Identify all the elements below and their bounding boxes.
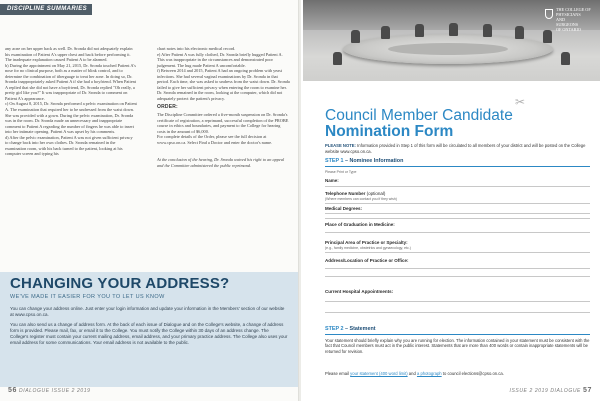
email-instructions: Please email your statement (400 word limit) and a photograph to council elections@cpso.on.ca.	[325, 371, 504, 376]
section-tab: DISCIPLINE SUMMARIES	[0, 4, 92, 15]
paragraph: f) Between 2014 and 2015, Patient A had an ongoing problem with yeast infections. She had several vaginal examinations by Dr. Sronda in that period. Each time, she was asked to undress from the waist down. Dr. Sronda failed to give her sufficient privacy when entering the room to examine her. Dr. Sronda remained in the room, looking at the computer, which did not adequately protect the patient's privacy.	[157, 68, 290, 101]
graduation-label: Place of Graduation in Medicine:	[325, 222, 395, 227]
paragraph: any acne on her upper back as well. Dr. Sronda did not adequately explain his examination of Patient A's upper chest and back before performing it. The inadequate explanation caused Patient A to be alarmed.	[5, 46, 133, 63]
paragraph: For complete details of the Order, please see the full decision at www.cpso.on.ca. Select Find a Doctor and enter the doctor's name.	[157, 134, 273, 145]
address-field-2[interactable]	[325, 276, 590, 277]
step-2-heading: STEP 2 – Statement	[325, 326, 376, 332]
hospital-field-2[interactable]	[325, 312, 590, 313]
specialty-hint: (e.g., family medicine, obstetrics and gynaecology, etc.)	[325, 246, 411, 250]
scissors-icon: ✂	[515, 95, 526, 109]
chair-image	[333, 52, 342, 65]
chair-image	[415, 24, 424, 37]
order-heading: ORDER:	[157, 104, 178, 111]
address-label: Address/Location of Practice or Office:	[325, 258, 409, 263]
chair-image	[381, 26, 390, 39]
page-folio-right	[509, 387, 592, 394]
telephone-label: Telephone Number (optional)	[325, 191, 386, 196]
address-field[interactable]	[325, 268, 590, 269]
chair-image	[483, 24, 492, 37]
telephone-field[interactable]	[325, 203, 590, 204]
step-1-rule	[325, 166, 590, 167]
crest-icon	[545, 9, 553, 19]
appeal-note: At the conclusion of the hearing, Dr. Sronda waived his right to an appeal and the Committee administered the public reprimand.	[157, 157, 285, 168]
degrees-field-2[interactable]	[325, 218, 590, 219]
chair-image	[515, 26, 524, 39]
paragraph: c) On August 8, 2015, Dr. Sronda performed a pelvic examination on Patient A. The examination that required her to be undressed from the waist down. She was provided with a gown. During the pelvic examination, Dr. Sronda was in the room. Dr. Sronda made an unnecessary and inappropriate comment to Patient A regarding the number of fingers he was able to insert into her intimate opening. Patient A was upset by his comments.	[5, 101, 137, 135]
address-change-subtitle: WE'VE MADE IT EASIER FOR YOU TO LET US KNOW	[10, 294, 165, 300]
photograph-link[interactable]: a photograph	[416, 371, 442, 376]
page-folio-left	[8, 387, 91, 394]
degrees-label: Medical Degrees:	[325, 206, 363, 211]
paragraph: The Discipline Committee ordered a five-month suspension on Dr. Sronda's certificate of registration, a reprimand, successful completion of the PROBE course in ethics and boundaries, and payment to the College for hearing costs in the amount of $6,000.	[157, 112, 289, 134]
form-title-bold: Nomination Form	[325, 123, 454, 140]
chair-image	[449, 23, 458, 36]
paragraph: e) After Patient A was fully clothed, Dr. Sronda briefly hugged Patient A. This was inappropriate in the circumstances and demonstrated poor judgement. The hug made Patient A uncomfortable.	[157, 51, 283, 68]
paragraph: d) After the pelvic examination, Patient A was not given sufficient privacy to change back into her own clothes. Dr. Sronda remained in the examination room, with his back turned to the patient, looking at his computer screen and typing his	[5, 134, 133, 157]
telephone-hint: (Where members can contact you if they wish)	[325, 197, 397, 201]
hospital-label: Current Hospital Appointments:	[325, 289, 394, 294]
text-column-2	[157, 46, 290, 168]
statement-link[interactable]: your statement (400 word limit)	[350, 371, 408, 376]
specialty-label: Principal Area of Practice or Specialty:	[325, 240, 408, 245]
council-chamber-photo	[303, 0, 600, 81]
folio-text: ISSUE 2 2019 DIALOGUE	[509, 388, 581, 394]
paragraph: b) During the appointment on May 21, 2015, Dr. Sronda touched Patient A's nose for no clinical purpose, both as a matter of blink control, and to determine the combination of tiberguage to treat her acne. In doing so, Dr. Sronda inappropriately asked Patient A if she had a boyfriend. When Patient A replied that she did not have a boyfriend, Dr. Sronda replied "Oh really, a pretty girl like you?" It was inappropriate of Dr. Sronda to comment on Patient A's appearance.	[5, 62, 136, 101]
address-change-title: CHANGING YOUR ADDRESS?	[10, 275, 230, 292]
hospital-field[interactable]	[325, 301, 590, 302]
statement-instructions: Your statement should briefly explain why you are running for election. The information contained in your statement must be consistent with the fact that Council members must act in the public interest. Statements that are more than 400 words or contain inappropriate statements will be returned for revision.	[325, 338, 590, 354]
address-change-text: You can change your address online. Just enter your login information and update your information in the Members' section of our website at www.cpso.on.ca.	[10, 306, 285, 318]
name-label: Name:	[325, 178, 339, 183]
name-field[interactable]	[325, 186, 590, 187]
please-note: PLEASE NOTE: Information provided in Step 1 of this form will be circulated to all members of your district and will be posted on the College website www.cpso.on.ca.	[325, 143, 586, 154]
form-title: Council Member Candidate	[325, 107, 513, 124]
page-number: 56	[8, 387, 17, 394]
page-number: 57	[583, 387, 592, 394]
step-2-rule	[325, 334, 590, 335]
step-1-heading: STEP 1 – Nominee Information	[325, 158, 404, 164]
folio-text: DIALOGUE ISSUE 2 2019	[19, 388, 91, 394]
print-hint: Please Print or Type	[325, 170, 357, 174]
left-page	[0, 0, 299, 401]
specialty-field[interactable]	[325, 252, 590, 253]
paragraph: chart notes into his electronic medical record.	[157, 46, 236, 51]
chair-image	[351, 30, 360, 43]
chair-image	[561, 52, 570, 65]
text-column-1	[5, 46, 137, 157]
right-page	[301, 0, 600, 401]
cpso-logo: THE COLLEGE OF PHYSICIANS AND SURGEONS OF ONTARIO	[545, 8, 597, 34]
address-change-text: You can also send us a change of address form. At the back of each issue of Dialogue and on the College's website, a change of address form is provided. Please mail, fax, or email it to the College. You must notify the College within 30 days of an address change. The College's register must contain your current mailing address, email address, and your primary practice address. The College also uses your email address for some communications. Your email address is not available to the public.	[10, 322, 288, 346]
degrees-field[interactable]	[325, 213, 590, 214]
graduation-field[interactable]	[325, 232, 590, 233]
